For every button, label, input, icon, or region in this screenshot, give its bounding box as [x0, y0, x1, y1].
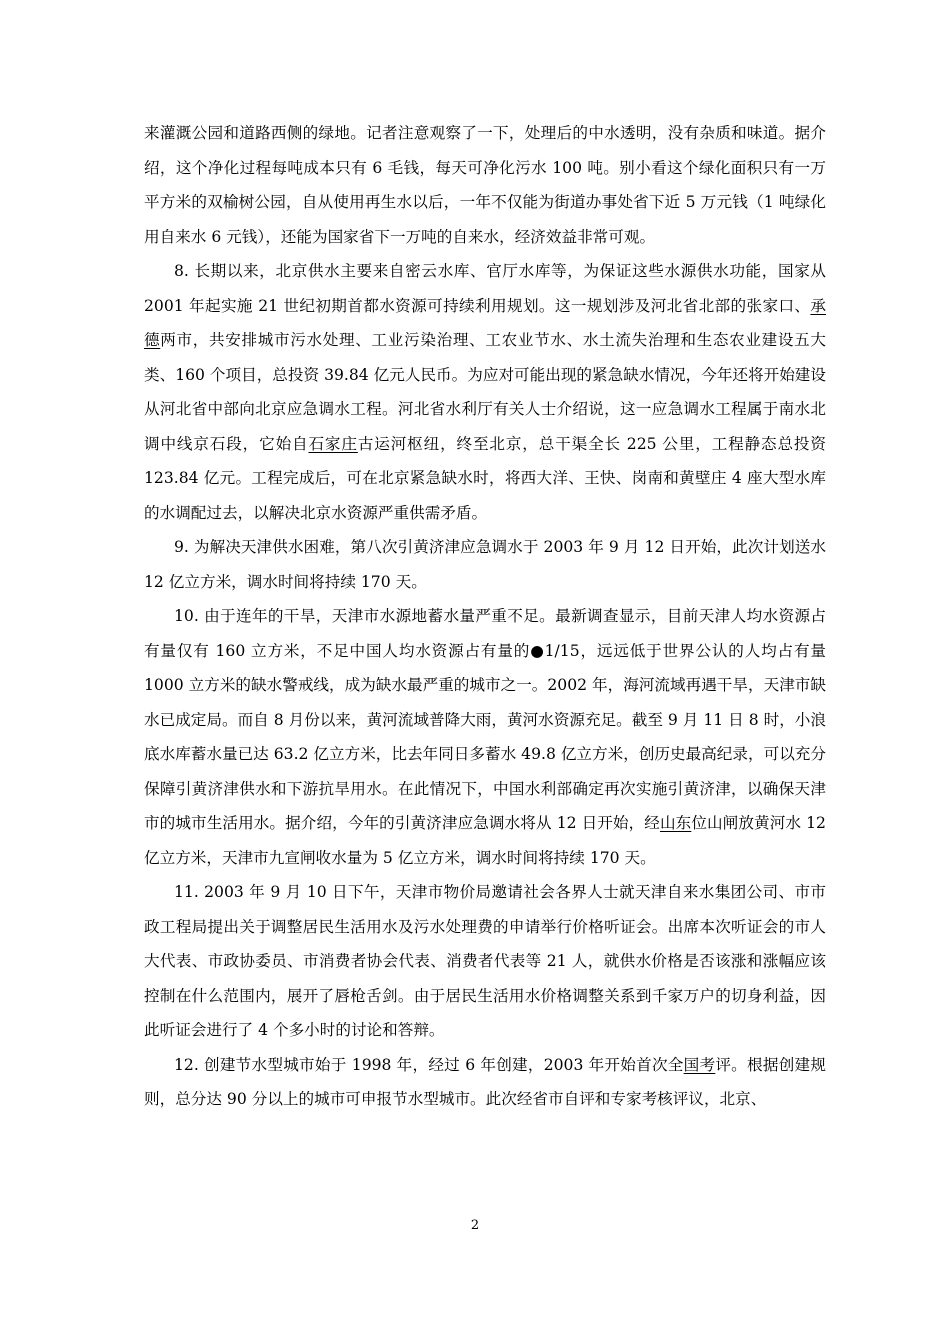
paragraph-text: 两市，共安排城市污水处理、工业污染治理、工农业节水、水土流失治理和生态农业建设五大类、160 个项目，总投资 39.84 亿元人民币。为应对可能出现的紧急缺水情况，今年还将开始建设从河北省中部向北京应急调水工程。河北省水利厅有关人士介绍说，这一应急调水工程属于南水北调中线京石段，它始自 — [144, 331, 826, 453]
paragraph — [144, 254, 826, 530]
paragraph-text: 10. 由于连年的干旱，天津市水源地蓄水量严重不足。最新调查显示，目前天津人均水资源占有量仅有 160 立方米，不足中国人均水资源占有量的●1/15，远远低于世界公认的人均占有量 1000 立方米的缺水警戒线，成为缺水最严重的城市之一。2002 年，海河流域再遇干旱，天津市缺水已成定局。而自 8 月份以来，黄河流域普降大雨，黄河水资源充足。截至 9 月 11 日 8 时，小浪底水库蓄水量已达 63.2 亿立方米，比去年同日多蓄水 49.8 亿立方米，创历史最高纪录，可以充分保障引黄济津供水和下游抗旱用水。在此情况下，中国水利部确定再次实施引黄济津，以确保天津市的城市生活用水。据介绍，今年的引黄济津应急调水将从 12 日开始，经 — [144, 607, 826, 832]
paragraph-text: 位山闸放黄河水 12 亿立方米，天津市九宣闸收水量为 5 亿立方米，调水时间将持续 170 天。 — [144, 814, 826, 867]
hyperlink-text[interactable]: 国考 — [683, 1055, 716, 1074]
paragraph-text: 来灌溉公园和道路西侧的绿地。记者注意观察了一下，处理后的中水透明，没有杂质和味道。据介绍，这个净化过程每吨成本只有 6 毛钱，每天可净化污水 100 吨。别小看这个绿化面积只有一万平方米的双榆树公园，自从使用再生水以后，一年不仅能为街道办事处省下近 5 万元钱（1 吨绿化用自来水 6 元钱），还能为国家省下一万吨的自来水，经济效益非常可观。 — [144, 124, 826, 246]
document-body — [144, 116, 826, 1117]
paragraph-text: 评。根据创建规则，总分达 90 分以上的城市可申报节水型城市。此次经省市自评和专家考核评议，北京、 — [144, 1055, 826, 1108]
paragraph-text: 11. 2003 年 9 月 10 日下午，天津市物价局邀请社会各界人士就天津自来水集团公司、市市政工程局提出关于调整居民生活用水及污水处理费的申请举行价格听证会。出席本次听证会的市人大代表、市政协委员、市消费者协会代表、消费者代表等 21 人，就供水价格是否该涨和涨幅应该控制在什么范围内，展开了唇枪舌剑。由于居民生活用水价格调整关系到千家万户的切身利益，因此听证会进行了 4 个多小时的讨论和答辩。 — [144, 883, 826, 1039]
paragraph-text: 8. 长期以来，北京供水主要来自密云水库、官厅水库等，为保证这些水源供水功能，国家从 2001 年起实施 21 世纪初期首都水资源可持续利用规划。这一规划涉及河北省北部的张家口、 — [144, 262, 826, 315]
paragraph-text: 12. 创建节水型城市始于 1998 年，经过 6 年创建，2003 年开始首次全 — [174, 1055, 684, 1074]
hyperlink-text[interactable]: 山东 — [659, 814, 692, 832]
paragraph — [144, 530, 826, 599]
paragraph-text: 古运河枢纽，终至北京，总干渠全长 225 公里，工程静态总投资 123.84 亿元。工程完成后，可在北京紧急缺水时，将西大洋、王快、岗南和黄壁庄 4 座大型水库的水调配过去，以解决北京水资源严重供需矛盾。 — [144, 434, 826, 522]
paragraph-text: 9. 为解决天津供水困难，第八次引黄济津应急调水于 2003 年 9 月 12 日开始，此次计划送水 12 亿立方米，调水时间将持续 170 天。 — [144, 538, 826, 591]
paragraph — [144, 875, 826, 1048]
paragraph — [144, 599, 826, 875]
paragraph — [144, 1048, 826, 1117]
hyperlink-text[interactable]: 承德 — [144, 296, 826, 349]
paragraph — [144, 116, 826, 254]
hyperlink-text[interactable]: 石家庄 — [308, 434, 358, 453]
page-number: 2 — [470, 1218, 480, 1233]
